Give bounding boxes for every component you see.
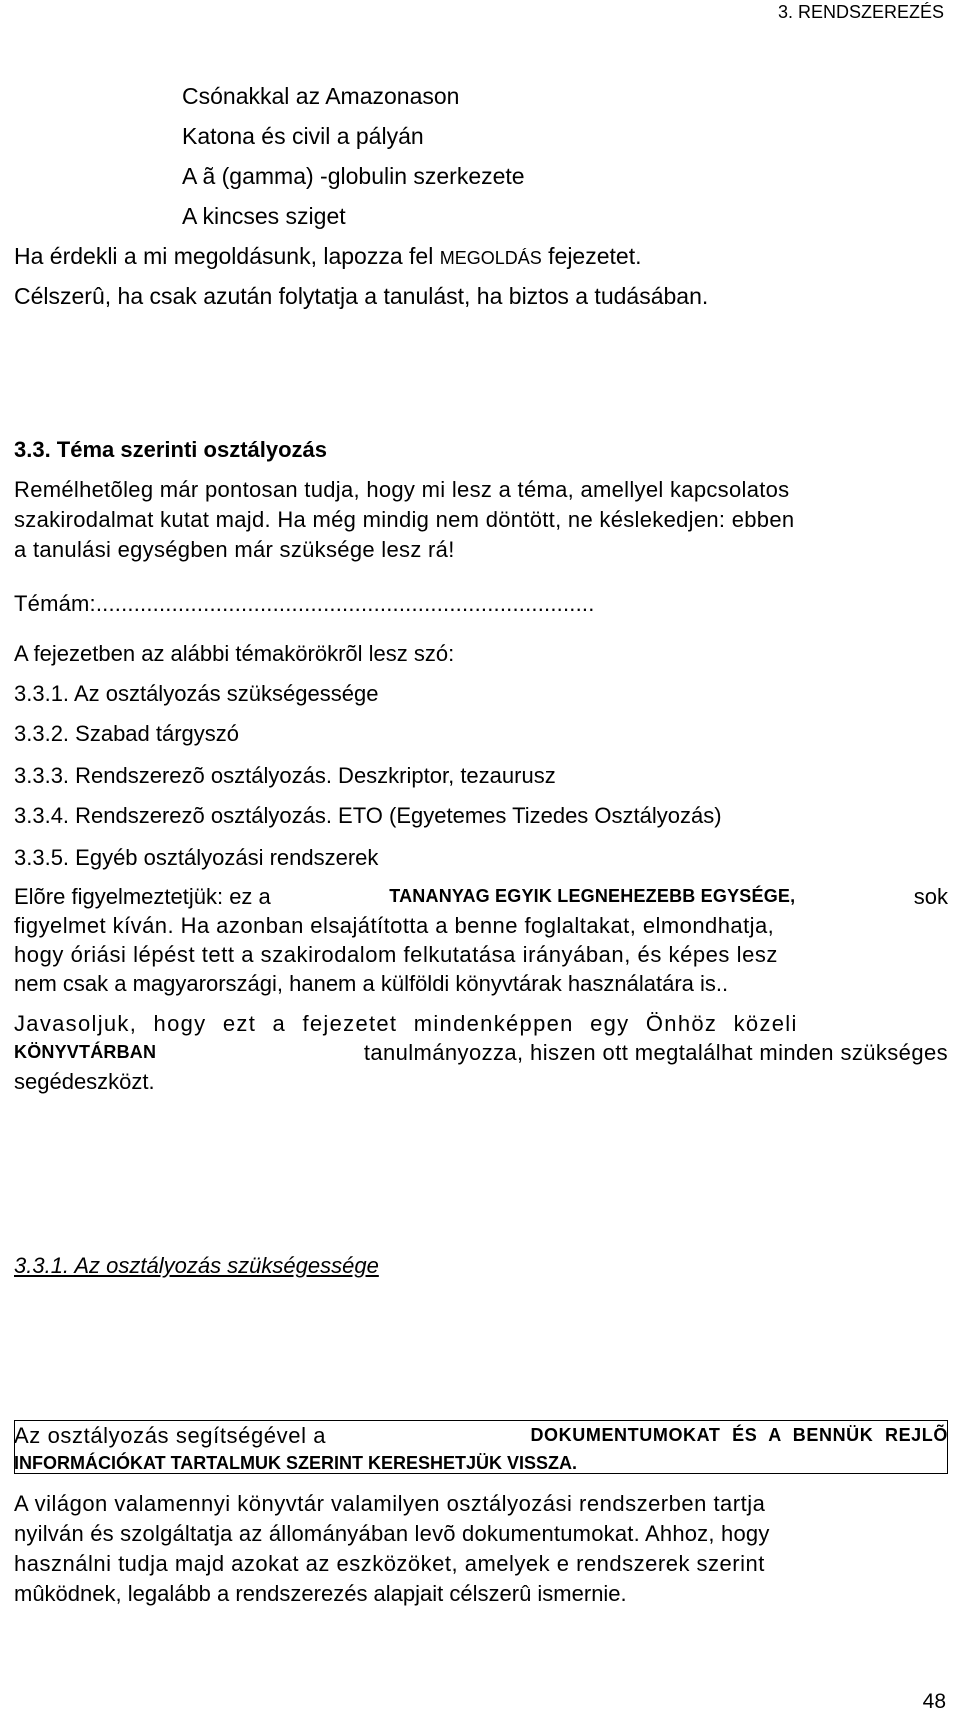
topic-item: 3.3.5. Egyéb osztályozási rendszerek: [14, 845, 379, 870]
box-caps-2: INFORMÁCIÓKAT TARTALMUK SZERINT KERESHETJÜK VISSZA.: [14, 1453, 577, 1473]
topic-item: 3.3.4. Rendszerezõ osztályozás. ETO (Egyetemes Tizedes Osztályozás): [14, 803, 722, 828]
para-line: A világon valamennyi könyvtár valamilyen osztályozási rendszerben tartja: [14, 1491, 766, 1516]
topic-field: Témám:...............................................................................: [14, 591, 595, 616]
topic-item: 3.3.1. Az osztályozás szükségessége: [14, 681, 379, 706]
advice-line-2: KÖNYVTÁRBAN tanulmányozza, hiszen ott megtalálhat minden szükséges: [14, 1040, 948, 1065]
warning-line: hogy óriási lépést tett a szakirodalom felkutatása irányában, és képes lesz: [14, 942, 778, 967]
para-line: használni tudja majd azokat az eszközöket, amelyek e rendszerek szerint: [14, 1551, 765, 1576]
warning-line-1: Elõre figyelmeztetjük: ez a TANANYAG EGYIK LEGNEHEZEBB EGYSÉGE, sok: [14, 884, 948, 909]
running-header: [778, 2, 944, 23]
advice-line: segédeszközt.: [14, 1069, 155, 1094]
topics-intro: A fejezetben az alábbi témakörökrõl lesz szó:: [14, 641, 455, 666]
para-line: Remélhetõleg már pontosan tudja, hogy mi lesz a téma, amellyel kapcsolatos: [14, 477, 790, 502]
para-line: szakirodalmat kutat majd. Ha még mindig nem döntött, ne késlekedjen: ebben: [14, 507, 795, 532]
list-item: Katona és civil a pályán: [182, 123, 424, 149]
page-number: 48: [922, 1690, 946, 1713]
subsection-heading: 3.3.1. Az osztályozás szükségessége: [14, 1253, 379, 1278]
topic-item: 3.3.3. Rendszerezõ osztályozás. Deszkriptor, tezaurusz: [14, 763, 556, 788]
para-line: a tanulási egységben már szüksége lesz rá!: [14, 537, 455, 562]
intro-line-2: Célszerû, ha csak azután folytatja a tanulást, ha biztos a tudásában.: [14, 283, 709, 309]
list-item: A kincses sziget: [182, 203, 346, 229]
konyvtar-caps: KÖNYVTÁRBAN: [14, 1042, 157, 1062]
warning-line: nem csak a magyarországi, hanem a külföldi könyvtárak használatára is..: [14, 971, 729, 996]
box-caps-1: DOKUMENTUMOKAT ÉS A BENNÜK REJLÕ: [530, 1425, 948, 1445]
warning-caps: TANANYAG EGYIK LEGNEHEZEBB EGYSÉGE,: [389, 886, 796, 906]
chapter-title: 3. RENDSZEREZÉS: [777, 2, 944, 22]
para-line: mûködnek, legalább a rendszerezés alapjait célszerû ismernie.: [14, 1581, 627, 1606]
para-line: nyilván és szolgáltatja az állományában levõ dokumentumokat. Ahhoz, hogy: [14, 1521, 770, 1546]
list-item: Csónakkal az Amazonason: [182, 83, 460, 109]
intro-line-1: Ha érdekli a mi megoldásunk, lapozza fel MEGOLDÁS fejezetet.: [14, 243, 642, 269]
topic-item: 3.3.2. Szabad tárgyszó: [14, 721, 240, 746]
megoldas-caps: MEGOLDÁS: [439, 248, 542, 268]
advice-line: Javasoljuk, hogy ezt a fejezetet mindenképpen egy Önhöz közeli: [14, 1011, 798, 1036]
section-heading: 3.3. Téma szerinti osztályozás: [14, 437, 328, 462]
list-item: A ã (gamma) -globulin szerkezete: [182, 163, 525, 189]
warning-line: figyelmet kíván. Ha azonban elsajátította a benne foglaltakat, elmondhatja,: [14, 913, 775, 938]
box-line-1: Az osztályozás segítségével a DOKUMENTUMOKAT ÉS A BENNÜK REJLÕ: [14, 1423, 948, 1448]
